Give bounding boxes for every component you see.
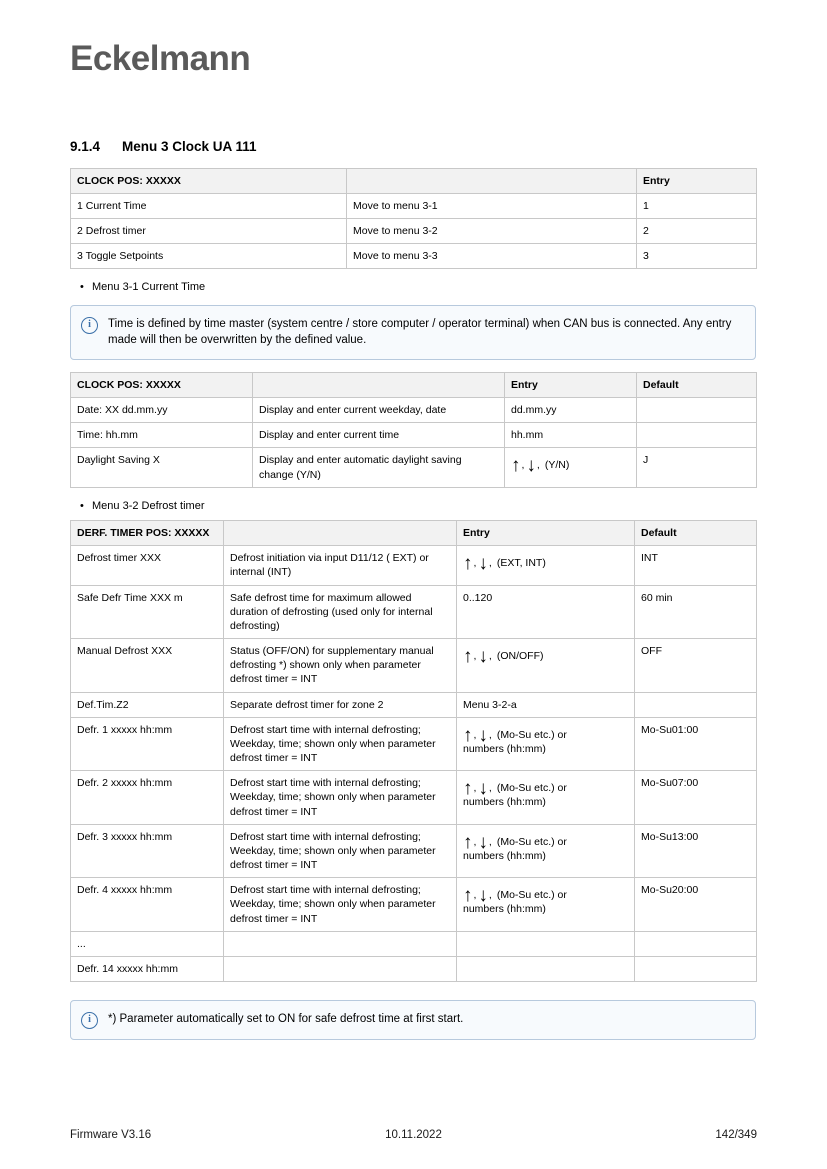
table-menu-3 bbox=[70, 168, 757, 270]
entry-options: (Mo-Su etc.) or bbox=[496, 782, 567, 795]
comma-separator: , bbox=[521, 459, 525, 472]
table-row bbox=[71, 244, 757, 269]
cell-parameter: Daylight Saving X bbox=[71, 448, 253, 487]
entry-arrows bbox=[463, 830, 567, 853]
cell-description: Defrost start time with internal defrosting; Weekday, time; shown only when parameter defrost timer = INT bbox=[224, 717, 457, 771]
cell-entry: 1 bbox=[637, 193, 757, 218]
arrow-up-icon: ↑ bbox=[463, 885, 473, 907]
cell-entry bbox=[457, 639, 635, 693]
cell-description: Move to menu 3-2 bbox=[347, 218, 637, 243]
table-row bbox=[71, 771, 757, 825]
table-row bbox=[71, 398, 757, 423]
arrow-down-icon: ↓ bbox=[478, 553, 488, 575]
cell-parameter: Date: XX dd.mm.yy bbox=[71, 398, 253, 423]
table-row bbox=[71, 956, 757, 981]
info-note-text: *) Parameter automatically set to ON for safe defrost time at first start. bbox=[108, 1013, 464, 1026]
cell-entry bbox=[505, 448, 637, 487]
cell-name: 2 Defrost timer bbox=[71, 218, 347, 243]
col-header-clock-pos: CLOCK POS: XXXXX bbox=[71, 372, 253, 397]
arrow-down-icon: ↓ bbox=[526, 455, 536, 477]
cell-entry: dd.mm.yy bbox=[505, 398, 637, 423]
comma-separator: , bbox=[473, 782, 477, 795]
arrow-down-icon: ↓ bbox=[478, 724, 488, 746]
cell-description: Move to menu 3-3 bbox=[347, 244, 637, 269]
footer-firmware: Firmware V3.16 bbox=[70, 1129, 152, 1141]
arrow-up-icon: ↑ bbox=[463, 646, 473, 668]
arrow-down-icon: ↓ bbox=[478, 778, 488, 800]
footer-page-number: 142/349 bbox=[715, 1129, 757, 1141]
bullet-menu-3-2: • Menu 3-2 Defrost timer bbox=[92, 499, 757, 513]
cell-parameter: ... bbox=[71, 931, 224, 956]
cell-parameter: Defrost timer XXX bbox=[71, 546, 224, 585]
comma-separator: , bbox=[473, 835, 477, 848]
info-icon: i bbox=[81, 317, 98, 334]
cell-description: Defrost start time with internal defrosting; Weekday, time; shown only when parameter defrost timer = INT bbox=[224, 771, 457, 825]
cell-description: Separate defrost timer for zone 2 bbox=[224, 692, 457, 717]
comma-separator: , bbox=[473, 557, 477, 570]
info-note-footnote bbox=[70, 1000, 756, 1040]
entry-arrows bbox=[463, 723, 567, 746]
cell-parameter: Defr. 4 xxxxx hh:mm bbox=[71, 878, 224, 932]
arrow-up-icon: ↑ bbox=[463, 831, 473, 853]
entry-arrows bbox=[463, 776, 567, 800]
entry-options: (Y/N) bbox=[544, 459, 570, 472]
comma-separator: , bbox=[488, 835, 492, 848]
cell-default: INT bbox=[635, 546, 757, 585]
arrow-up-icon: ↑ bbox=[463, 724, 473, 746]
cell-default bbox=[637, 423, 757, 448]
table-row bbox=[71, 585, 757, 639]
cell-default bbox=[635, 931, 757, 956]
cell-entry: Menu 3-2-a bbox=[457, 692, 635, 717]
table-row bbox=[71, 423, 757, 448]
info-icon: i bbox=[81, 1012, 98, 1029]
entry-options-second-line: numbers (hh:mm) bbox=[463, 849, 546, 862]
entry-options: (EXT, INT) bbox=[496, 557, 546, 570]
cell-entry bbox=[457, 824, 635, 878]
cell-description: Display and enter current weekday, date bbox=[253, 398, 505, 423]
cell-default: J bbox=[637, 448, 757, 487]
cell-entry: 0..120 bbox=[457, 585, 635, 639]
cell-entry bbox=[457, 931, 635, 956]
cell-description: Safe defrost time for maximum allowed duration of defrosting (used only for internal defrosting) bbox=[224, 585, 457, 639]
footer-date: 10.11.2022 bbox=[385, 1129, 442, 1141]
comma-separator: , bbox=[473, 889, 477, 902]
col-header-default: Default bbox=[635, 521, 757, 546]
cell-entry bbox=[457, 717, 635, 771]
cell-parameter: Def.Tim.Z2 bbox=[71, 692, 224, 717]
comma-separator: , bbox=[473, 650, 477, 663]
cell-description: Defrost start time with internal defrosting; Weekday, time; shown only when parameter defrost timer = INT bbox=[224, 824, 457, 878]
entry-options: (Mo-Su etc.) or bbox=[496, 889, 567, 902]
comma-separator: , bbox=[488, 728, 492, 741]
arrow-down-icon: ↓ bbox=[478, 646, 488, 668]
col-header-derf-timer-pos: DERF. TIMER POS: XXXXX bbox=[71, 521, 224, 546]
cell-entry: 2 bbox=[637, 218, 757, 243]
table-header-row bbox=[71, 372, 757, 397]
cell-name: 3 Toggle Setpoints bbox=[71, 244, 347, 269]
section-heading: Menu 3 Clock UA 111 bbox=[122, 139, 257, 154]
entry-options: (ON/OFF) bbox=[496, 650, 544, 663]
arrow-up-icon: ↑ bbox=[511, 455, 521, 477]
table-row bbox=[71, 448, 757, 487]
cell-parameter: Defr. 2 xxxxx hh:mm bbox=[71, 771, 224, 825]
table-row bbox=[71, 824, 757, 878]
entry-arrows bbox=[463, 644, 544, 668]
arrow-up-icon: ↑ bbox=[463, 778, 473, 800]
cell-description bbox=[224, 931, 457, 956]
table-row bbox=[71, 546, 757, 585]
entry-arrows bbox=[463, 551, 546, 575]
info-note-text: Time is defined by time master (system centre / store computer / operator terminal) when CAN bus is connected. Any entry made will then be overwritten by the defined value. bbox=[108, 317, 732, 347]
cell-description: Move to menu 3-1 bbox=[347, 193, 637, 218]
cell-entry bbox=[457, 878, 635, 932]
col-header-clock-pos: CLOCK POS: XXXXX bbox=[71, 168, 347, 193]
col-header-entry: Entry bbox=[505, 372, 637, 397]
cell-entry bbox=[457, 771, 635, 825]
cell-parameter: Defr. 14 xxxxx hh:mm bbox=[71, 956, 224, 981]
cell-default: Mo-Su13:00 bbox=[635, 824, 757, 878]
entry-options-second-line: numbers (hh:mm) bbox=[463, 903, 546, 916]
cell-default bbox=[637, 398, 757, 423]
table-header-row bbox=[71, 168, 757, 193]
table-header-row bbox=[71, 521, 757, 546]
table-row bbox=[71, 717, 757, 771]
cell-parameter: Defr. 3 xxxxx hh:mm bbox=[71, 824, 224, 878]
cell-entry: hh.mm bbox=[505, 423, 637, 448]
comma-separator: , bbox=[473, 728, 477, 741]
entry-options-second-line: numbers (hh:mm) bbox=[463, 742, 546, 755]
cell-entry bbox=[457, 956, 635, 981]
comma-separator: , bbox=[536, 459, 540, 472]
table-row bbox=[71, 931, 757, 956]
cell-description: Status (OFF/ON) for supplementary manual defrosting *) shown only when parameter defrost timer = INT bbox=[224, 639, 457, 693]
cell-parameter: Defr. 1 xxxxx hh:mm bbox=[71, 717, 224, 771]
cell-default: Mo-Su07:00 bbox=[635, 771, 757, 825]
cell-parameter: Safe Defr Time XXX m bbox=[71, 585, 224, 639]
table-menu-3-2-defrost-timer bbox=[70, 520, 757, 982]
cell-default: OFF bbox=[635, 639, 757, 693]
col-header-entry: Entry bbox=[637, 168, 757, 193]
entry-options-second-line: numbers (hh:mm) bbox=[463, 796, 546, 809]
table-row bbox=[71, 878, 757, 932]
entry-arrows bbox=[463, 883, 567, 907]
cell-parameter: Time: hh.mm bbox=[71, 423, 253, 448]
table-menu-3-1-current-time bbox=[70, 372, 757, 488]
comma-separator: , bbox=[488, 650, 492, 663]
company-logo: Eckelmann bbox=[70, 39, 251, 78]
entry-options: (Mo-Su etc.) or bbox=[496, 728, 567, 741]
table-row bbox=[71, 193, 757, 218]
col-header-blank bbox=[253, 372, 505, 397]
page-title bbox=[70, 138, 757, 156]
comma-separator: , bbox=[488, 889, 492, 902]
cell-default bbox=[635, 692, 757, 717]
cell-entry: 3 bbox=[637, 244, 757, 269]
col-header-blank bbox=[224, 521, 457, 546]
page-footer bbox=[70, 1129, 757, 1141]
cell-name: 1 Current Time bbox=[71, 193, 347, 218]
cell-default: Mo-Su01:00 bbox=[635, 717, 757, 771]
entry-arrows bbox=[511, 453, 570, 477]
arrow-down-icon: ↓ bbox=[478, 885, 488, 907]
arrow-down-icon: ↓ bbox=[478, 831, 488, 853]
cell-description bbox=[224, 956, 457, 981]
table-row bbox=[71, 218, 757, 243]
cell-default: 60 min bbox=[635, 585, 757, 639]
entry-options: (Mo-Su etc.) or bbox=[496, 835, 567, 848]
col-header-default: Default bbox=[637, 372, 757, 397]
arrow-up-icon: ↑ bbox=[463, 553, 473, 575]
cell-description: Defrost start time with internal defrosting; Weekday, time; shown only when parameter defrost timer = INT bbox=[224, 878, 457, 932]
comma-separator: , bbox=[488, 782, 492, 795]
section-number: 9.1.4 bbox=[70, 139, 101, 154]
table-row bbox=[71, 692, 757, 717]
cell-default bbox=[635, 956, 757, 981]
cell-entry bbox=[457, 546, 635, 585]
comma-separator: , bbox=[488, 557, 492, 570]
info-note-time-master bbox=[70, 305, 756, 360]
col-header-entry: Entry bbox=[457, 521, 635, 546]
cell-description: Display and enter automatic daylight saving change (Y/N) bbox=[253, 448, 505, 487]
bullet-menu-3-1: • Menu 3-1 Current Time bbox=[92, 280, 757, 294]
cell-description: Defrost initiation via input D11/12 ( EXT) or internal (INT) bbox=[224, 546, 457, 585]
cell-default: Mo-Su20:00 bbox=[635, 878, 757, 932]
cell-description: Display and enter current time bbox=[253, 423, 505, 448]
table-row bbox=[71, 639, 757, 693]
col-header-blank bbox=[347, 168, 637, 193]
cell-parameter: Manual Defrost XXX bbox=[71, 639, 224, 693]
